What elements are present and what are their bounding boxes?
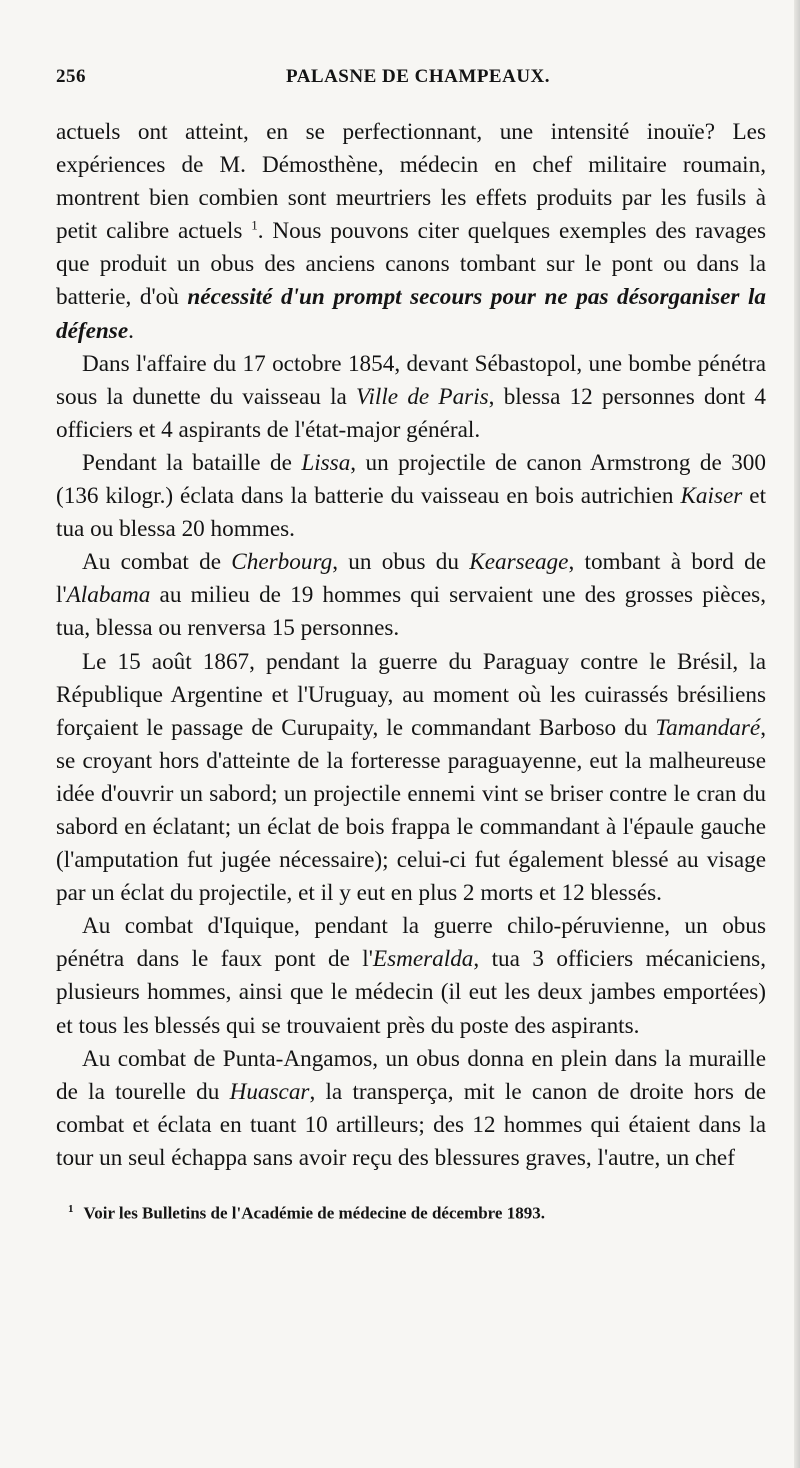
text-run: et tua ou blessa 20 hommes. <box>56 483 767 543</box>
text-run: Ville de Paris <box>356 383 489 410</box>
text-run: nécessité d'un prompt secours pour ne pas désorganiser la défense <box>56 284 766 344</box>
paragraph <box>56 646 766 911</box>
text-run: , un projectile de canon Armstrong de 300 (136 kilogr.) éclata dans la batterie du vaisseau en bois autrichien <box>56 449 766 510</box>
footnote-reference: 1 <box>251 217 258 233</box>
text-run: Au combat de Punta-Angamos, un obus donna en plein dans la muraille de la tourelle du <box>56 1045 766 1105</box>
text-run: , se croyant hors d'atteinte de la forteresse paraguayenne, eut la malheureuse idée d'ouvrir un sabord; un projectile ennemi vint se briser contre le cran du sabord en éclatant; un éclat de bois frappa le commandant à l'épaule gauche (l'amputation fut jugée nécessaire); celui-ci fut également blessé au visage par un éclat du projectile, et il y eut en plus 2 morts et 12 blessés. <box>56 714 766 907</box>
running-header <box>56 66 766 102</box>
text-run: Kaiser <box>680 483 743 510</box>
text-run: Lissa <box>301 449 351 476</box>
paragraph <box>56 116 766 348</box>
text-run: Au combat de <box>82 549 232 576</box>
running-title: PALASNE DE CHAMPEAUX. <box>286 66 551 87</box>
book-page <box>56 66 766 1226</box>
text-run: Cherbourg <box>231 549 333 576</box>
text-run: . Nous pouvons citer quelques exemples des ravages que produit un obus des anciens canons tombant sur le pont ou dans la batterie, d'où <box>56 218 766 311</box>
page-edge <box>794 0 800 1468</box>
footnote-mark: 1 <box>68 1203 74 1215</box>
paragraph <box>56 546 766 645</box>
page-number: 256 <box>56 66 86 87</box>
text-run: au milieu de 19 hommes qui servaient une des grosses pièces, tua, blessa ou renversa 15 personnes. <box>56 582 766 642</box>
paragraph <box>56 910 766 1042</box>
text-run: , tua 3 officiers mécaniciens, plusieurs hommes, ainsi que le médecin (il eut les deux jambes emportées) et tous les blessés qui se trouvaient près du poste des aspirants. <box>56 946 766 1039</box>
text-run: Tamandaré <box>655 714 761 741</box>
body-text <box>56 116 766 1175</box>
text-run: , un obus du <box>332 549 470 576</box>
text-run: Kearseage <box>469 549 569 576</box>
footnote-text: Voir les Bulletins de l'Académie de médecine de décembre 1893. <box>83 1203 545 1223</box>
paragraph <box>56 447 766 546</box>
text-run: Dans l'affaire du 17 octobre 1854, devant Sébastopol, une bombe pénétra sous la dunette du vaisseau la <box>56 350 766 410</box>
text-run: Esmeralda <box>372 946 474 973</box>
text-run: Huascar <box>229 1078 310 1105</box>
text-run: , tombant à bord de l' <box>56 549 766 609</box>
text-run: . <box>128 317 134 344</box>
footnote <box>56 1197 766 1226</box>
text-run: actuels ont atteint, en se perfectionnant, une intensité inouïe? Les expériences de M. Démosthène, médecin en chef militaire roumain, montrent bien combien sont meurtriers les effets produits par les fusils à petit calibre actuels <box>56 119 766 245</box>
text-run: Le 15 août 1867, pendant la guerre du Paraguay contre le Brésil, la République Argentine et l'Uruguay, au moment où les cuirassés brésiliens forçaient le passage de Curupaity, le commandant Barboso du <box>56 648 766 741</box>
text-run: Pendant la bataille de <box>82 449 302 476</box>
text-run: Alabama <box>66 582 151 609</box>
text-run: , blessa 12 personnes dont 4 officiers et 4 aspirants de l'état-major général. <box>56 383 766 443</box>
text-run: Au combat d'Iquique, pendant la guerre chilo-péruvienne, un obus pénétra dans le faux pont de l' <box>56 913 766 973</box>
text-run: , la transperça, mit le canon de droite hors de combat et éclata en tuant 10 artilleurs; des 12 hommes qui étaient dans la tour un seul échappa sans avoir reçu des blessures graves, l'autre, un chef <box>56 1078 766 1171</box>
paragraph <box>56 1043 766 1175</box>
paragraph <box>56 348 766 447</box>
